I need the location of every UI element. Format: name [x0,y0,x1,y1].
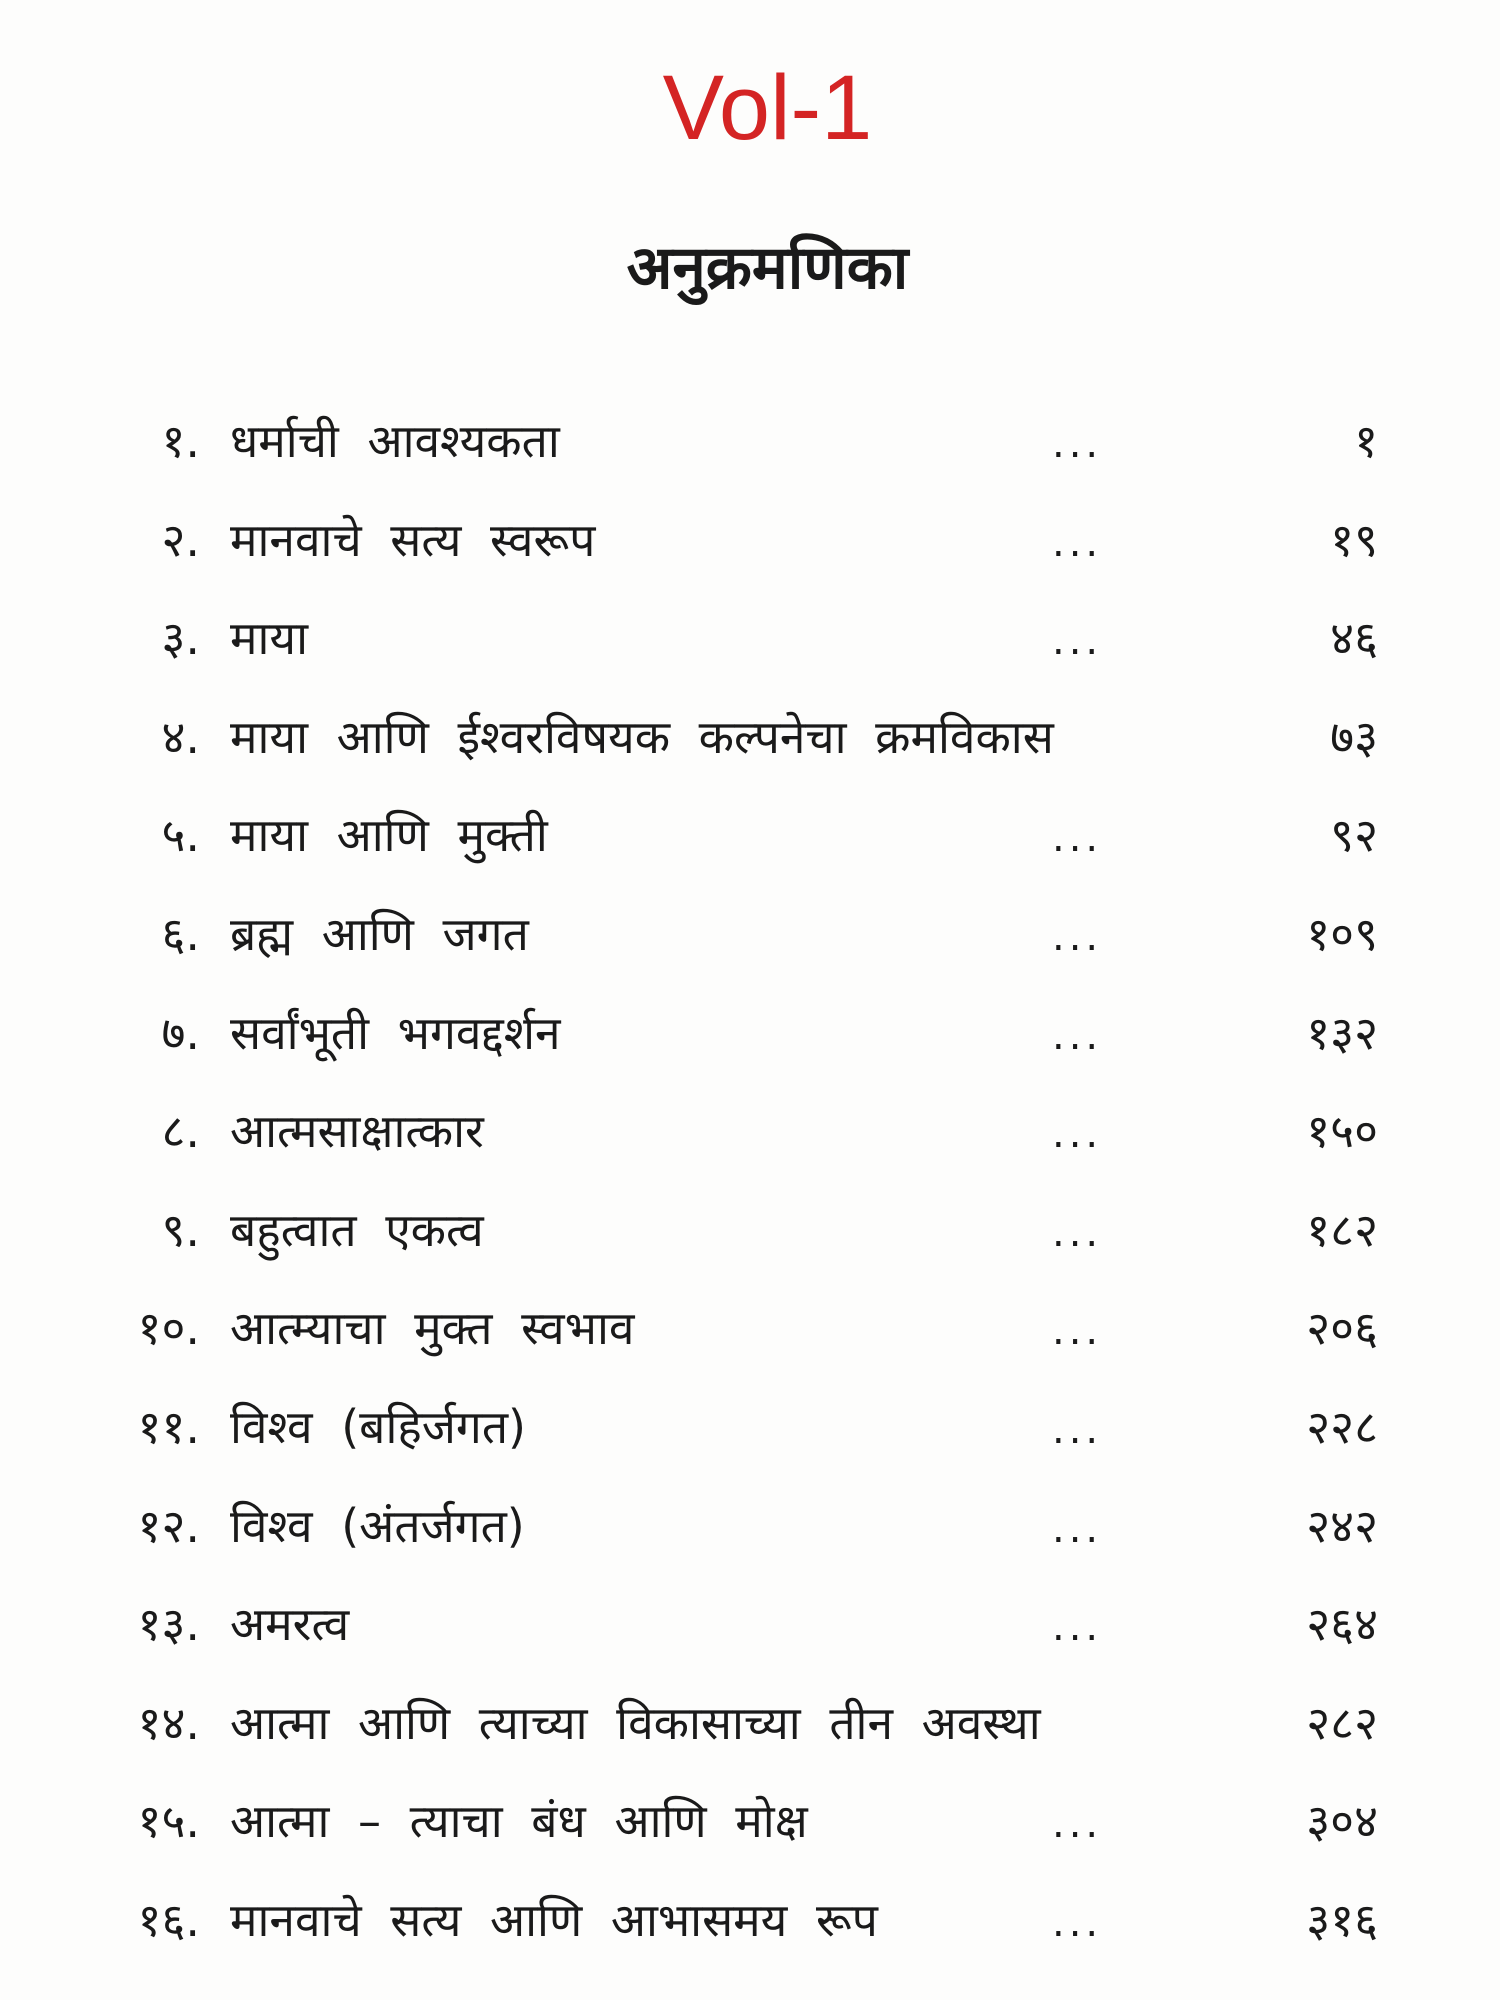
toc-entry-title: अमरत्व [230,1597,350,1652]
toc-entry-leader: ... [1052,519,1103,566]
toc-entry-title: ब्रह्म आणि जगत [230,906,529,961]
toc-entry-page: १ [1354,414,1378,468]
toc-entry-page: २४२ [1306,1498,1378,1553]
toc-entry-leader: ... [1052,815,1103,862]
toc-entry-title: धर्माची आवश्यकता [230,414,560,468]
toc-entry-12 [0,1485,1500,1584]
toc-entry-page: ३१६ [1306,1892,1378,1947]
toc-entry-title: मानवाचे सत्य स्वरूप [230,512,596,567]
toc-entry-title: माया आणि ईश्वरविषयक कल्पनेचा क्रमविकास [230,709,1054,764]
toc-entry-number: ५. [161,808,200,863]
toc-entry-page: १०९ [1306,906,1378,961]
toc-entry-5 [0,794,1500,893]
toc-entry-title: माया [230,611,309,666]
toc-entry-number: २. [161,512,200,567]
toc-entry-page: २८२ [1306,1695,1378,1750]
toc-entry-leader: ... [1052,1899,1103,1946]
toc-entry-number: १०. [137,1301,200,1356]
toc-entry-number: ११. [137,1399,200,1454]
toc-entry-number: ४. [161,709,200,764]
toc-entry-title: सर्वांभूती भगवद्दर्शन [230,1005,561,1060]
toc-entry-number: ३. [161,611,200,666]
toc-entry-11 [0,1386,1500,1485]
toc-entry-leader: ... [1052,1012,1103,1059]
toc-entry-9 [0,1189,1500,1288]
toc-entry-15 [0,1780,1500,1879]
toc-entry-10 [0,1287,1500,1386]
toc-entry-leader: ... [1052,1604,1103,1651]
toc-entry-number: १५. [137,1794,200,1849]
toc-entry-number: १. [161,414,200,468]
toc-entry-leader: ... [1052,913,1103,960]
toc-entry-leader: ... [1052,1308,1103,1355]
toc-entry-2 [0,499,1500,598]
toc-entry-title: विश्व (बहिर्जगत) [230,1399,526,1454]
toc-entry-6 [0,893,1500,992]
toc-entry-3 [0,597,1500,696]
toc-entry-page: ३०४ [1306,1794,1378,1849]
toc-entry-page: ७३ [1330,709,1378,764]
toc-entry-page: ४६ [1330,611,1378,666]
toc-entry-leader: ... [1052,1209,1103,1256]
toc-entry-title: विश्व (अंतर्जगत) [230,1498,525,1553]
toc-entry-leader: ... [1052,1801,1103,1848]
toc-entry-number: ९. [161,1202,200,1257]
page-heading: अनुक्रमणिका [626,233,909,303]
toc-entry-title: मानवाचे सत्य आणि आभासमय रूप [230,1892,878,1947]
toc-entry-leader: ... [1052,1111,1103,1158]
toc-entry-1 [0,400,1500,499]
toc-entry-title: आत्मा – त्याचा बंध आणि मोक्ष [230,1794,808,1849]
toc-entry-leader: ... [1052,618,1103,665]
toc-entry-4 [0,696,1500,795]
volume-label: Vol-1 [662,57,873,159]
toc-entry-leader: ... [1052,1406,1103,1453]
toc-entry-number: ७. [161,1005,200,1060]
toc-entry-page: १५० [1306,1104,1378,1159]
toc-entry-number: १६. [137,1892,200,1947]
toc-entry-page: १९ [1330,512,1378,567]
toc-entry-14 [0,1682,1500,1781]
toc-entry-7 [0,992,1500,1091]
toc-entry-page: १३२ [1306,1005,1378,1060]
toc-entry-page: ९२ [1330,808,1378,863]
toc-entry-leader: ... [1052,421,1103,467]
toc-entry-page: २२८ [1306,1399,1378,1454]
toc-entry-number: ८. [161,1104,200,1159]
toc-entry-16 [0,1879,1500,1978]
toc-entry-number: ६. [161,906,200,961]
toc-entry-number: १३. [137,1597,200,1652]
toc-entry-title: आत्मा आणि त्याच्या विकासाच्या तीन अवस्था [230,1695,1041,1750]
toc-entry-page: २६४ [1306,1597,1378,1652]
toc-entry-number: १४. [137,1695,200,1750]
toc-entry-title: आत्मसाक्षात्कार [230,1104,484,1159]
toc-entry-title: आत्म्याचा मुक्त स्वभाव [230,1301,635,1356]
toc-entry-leader: ... [1052,1505,1103,1552]
table-of-contents [0,400,1500,1978]
toc-entry-title: बहुत्वात एकत्व [230,1202,484,1257]
toc-entry-8 [0,1090,1500,1189]
toc-entry-page: १८२ [1306,1202,1378,1257]
toc-entry-13 [0,1583,1500,1682]
toc-entry-page: २०६ [1306,1301,1378,1356]
toc-entry-number: १२. [137,1498,200,1553]
toc-entry-title: माया आणि मुक्ती [230,808,548,863]
